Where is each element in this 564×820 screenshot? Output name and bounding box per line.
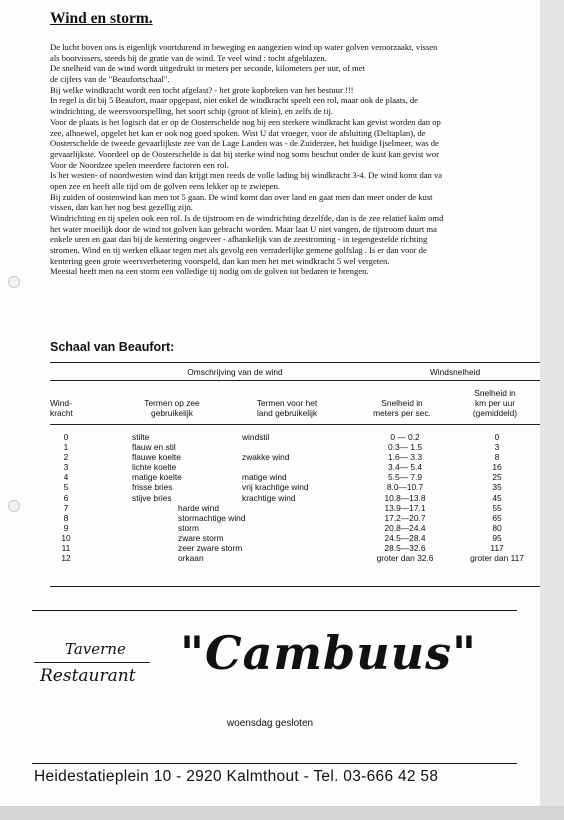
beaufort-table [50,362,540,592]
cell-zee-term: matige koelte [132,472,182,483]
article-line: het water moeilijk door de wind tot golven kan gebracht worden. Maar laat U niet vangen, de tijstroom duurt ma [50,223,437,234]
header-speed: Windsnelheid [429,367,481,377]
article-line: De snelheid van de wind wordt uitgedrukt in meters per seconde, kilometers per uur, of met [50,63,365,74]
ad-divider [34,662,150,663]
cell-land-term [242,543,362,553]
cell-ms: 13.9—17.1 [384,502,426,513]
table-bottom-rule [50,586,540,587]
cell-land-term: vrij krachtige wind [242,482,309,493]
table-header-rule [50,380,540,381]
ad-restaurant: Restaurant [40,666,136,686]
article-line: stromen. Wind en tij werken elkaar tegen met als gevolg een verraderlijke gemene golfslag . Is er dan voor de [50,245,427,256]
article-line: Voor de plaats is het logisch dat er op de Oosterschelde nog bij een sterkere windkracht kan gevist worden dan op [50,116,441,127]
beaufort-title: Schaal van Beaufort: [50,340,175,354]
cell-land-term [242,513,362,523]
cell-ms: 3.4— 5.4 [388,462,422,473]
cell-land-term [242,503,362,513]
cell-kracht: 2 [63,452,69,463]
article-body [50,42,540,277]
cell-zee-term: zeer zware storm [178,543,243,554]
cell-kmh: 16 [492,462,502,473]
cell-ms: groter dan 32.6 [376,553,434,564]
ad-taverne: Taverne [65,640,126,658]
cell-zee-term: stormachtige wind [178,512,246,523]
article-title: Wind en storm. [50,10,153,27]
article-line: De lucht boven ons is eigenlijk voortdurend in beweging en aangezien wind op water golven veroorzaakt, vissen [50,42,438,52]
cell-kracht: 12 [61,553,71,564]
cell-kmh: 8 [494,452,500,463]
cell-land-term [242,462,362,472]
cell-zee-term: lichte koelte [132,462,177,473]
cell-zee-term: stijve bries [132,492,172,503]
col-kmh [454,432,540,563]
cell-zee-term: flauw en stil [132,442,176,453]
cell-zee-term: stilte [132,432,150,442]
cell-kracht: 7 [63,502,69,513]
cell-kmh: 65 [492,512,502,523]
article-line: Oosterschelde de tweede gevaarlijkste zee van de Lage Landen was - de Zuiderzee, het huidige Ijselmeer, was de [50,138,439,149]
cell-kmh: 3 [494,442,500,453]
cell-ms: 24.5—28.4 [384,532,426,543]
cell-kmh: 80 [492,522,502,533]
col-land-header: Termen voor het land gebruikelijk [256,398,318,418]
cell-kmh: groter dan 117 [470,553,524,564]
cell-kracht: 10 [61,532,71,543]
article-line: Bij zuiden of oostenwind kan men tot 5 gaan. De wind komt dan over land en gaat men dan meer onder de kust [50,191,433,202]
article-line: open zee en heeft alle tijd om de golven eens lekker op te zwiepen. [50,180,281,191]
cell-ms: 8.0—10.7 [386,482,424,493]
col-kracht [54,432,78,563]
cell-ms: 0 — 0.2 [390,432,420,442]
cell-zee-term: storm [178,522,199,533]
article-line: zee, alhoewel, opgelet het kan er ook nog goed spoken. Wist U dat vroeger, voor de afsluiting (Deltaplan), de [50,127,426,138]
col-kmh-header: Snelheid in km per uur (gemiddeld) [472,388,518,418]
cell-zee-term: frisse bries [132,482,173,493]
article-line: Meestal heeft men na een storm een volledige tij nodig om de golven tot bedaren te brengen. [50,266,369,277]
cell-land-term [242,553,362,563]
article-line: enkele uren en gaat dan bij de kentering ongeveer - afhankelijk van de zeestroming - in tegengestelde richting [50,234,428,245]
page-edge [540,0,564,820]
cell-kmh: 55 [492,502,502,513]
article-line: Is het westen- of noordwesten wind dan krijgt men reeds de volle lading bij windkracht 3-4. De wind komt dan va [50,170,443,181]
cell-kracht: 1 [63,442,69,453]
advertisement [0,610,540,806]
col-zee-header: Termen op zee gebruikelijk [144,398,200,418]
ad-closed-note: woensdag gesloten [226,718,314,729]
cell-ms: 20.8—24.4 [384,522,426,533]
cell-land-term [242,442,362,452]
ad-name: "Cambuus" [180,626,477,680]
cell-zee-term: harde wind [178,502,219,513]
cell-ms: 5.5— 7.9 [388,472,422,483]
cell-kracht: 3 [63,462,69,473]
table-top-rule [50,362,540,363]
cell-ms: 17.2—20.7 [384,512,426,523]
cell-land-term [242,533,362,543]
col-ms [360,432,450,563]
article-line: vissen, dan kan het nog best gezellig zijn. [50,202,193,213]
article-line: kentering geen grote weersverbetering voorspeld, dan kan men het met windkracht 5 wel vergeten. [50,255,390,266]
article-line: de cijfers van de "Beaufortschaal". [50,74,170,85]
cell-land-term: matige wind [242,472,287,483]
cell-kmh: 25 [492,472,502,483]
cell-kmh: 45 [492,492,502,503]
col-ms-header: Snelheid in meters per sec. [373,398,431,418]
cell-kmh: 35 [492,482,502,493]
article-line: als bootvissers, steeds bij de gratie van de wind. Te veel wind : tocht afgeblazen. [50,52,327,63]
cell-kmh: 0 [494,432,500,442]
cell-land-term: zwakke wind [242,452,290,463]
header-description: Omschrijving van de wind [187,367,283,377]
cell-kracht: 5 [63,482,69,493]
cell-kracht: 4 [63,472,69,483]
cell-kracht: 9 [63,522,69,533]
cell-kmh: 117 [490,543,504,554]
ad-address: Heidestatieplein 10 - 2920 Kalmthout - Tel. 03-666 42 58 [34,768,439,785]
article-line: gevaarlijkste. Voordeel op de Oosterschelde is dat bij sterke wind nog soms beschut onder de kust kan gevist wor [50,148,439,159]
cell-kracht: 8 [63,512,69,523]
page-bottom-edge [0,806,564,820]
binder-hole-top [8,276,20,288]
cell-kracht: 6 [63,492,69,503]
cell-zee-term: zware storm [178,532,224,543]
cell-kmh: 95 [492,532,502,543]
cell-zee-term: orkaan [178,553,204,564]
article-line: Voor de Noordzee spelen meerdere factoren een rol. [50,159,229,170]
cell-kracht: 0 [63,432,69,442]
cell-land-term [242,523,362,533]
cell-land-term: windstil [242,432,270,442]
article-line: In regel is dit bij 5 Beaufort, maar opgepast, niet enkel de windkracht speelt een rol, maar ook de plaats, de [50,95,418,106]
col-land [242,432,362,563]
article-line: Windrichting en tij spelen ook een rol. Is de tijstroom en de windrichting dezelfde, dan is de zee relatief kalm omd [50,213,444,223]
col-kracht-header: Wind- kracht [50,398,73,418]
cell-ms: 1.6— 3.3 [388,452,422,463]
cell-ms: 10.8—13.8 [384,492,426,503]
cell-zee-term: flauwe koelte [132,452,181,463]
cell-kracht: 11 [61,543,71,554]
article-line: windrichting, de weersvoorspelling, het soort schip (groot of klein), en zelfs de tij. [50,106,334,117]
cell-land-term: krachtige wind [242,492,296,503]
cell-ms: 28.5—32.6 [384,543,426,554]
cell-ms: 0.3— 1.5 [388,442,422,453]
table-column-rule [50,424,540,425]
binder-hole-bottom [8,500,20,512]
article-line: Bij welke windkracht wordt een tocht afgelast? - het grote kopbreken van het bestuur !!! [50,84,354,95]
